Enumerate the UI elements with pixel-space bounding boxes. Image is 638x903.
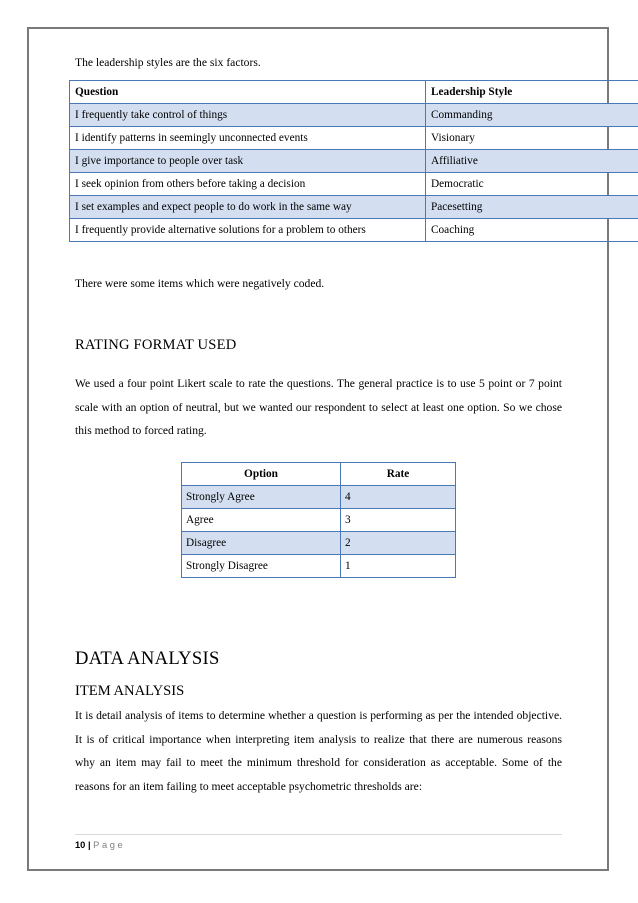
table-row bbox=[70, 173, 638, 196]
style-cell: Affiliative bbox=[426, 150, 638, 173]
option-cell: Disagree bbox=[182, 532, 341, 555]
header-option: Option bbox=[182, 463, 341, 486]
style-cell: Pacesetting bbox=[426, 196, 638, 219]
data-analysis-heading: DATA ANALYSIS bbox=[75, 648, 220, 669]
item-analysis-paragraph: It is detail analysis of items to determine whether a question is performing as per the intended objective. It is of critical importance when interpreting item analysis to realize that there are numerous reasons why an item may fail to meet the minimum threshold for consideration as acceptable. Some of the reasons for an item failing to meet acceptable psychometric thresholds are: bbox=[75, 709, 562, 793]
table-header-row bbox=[70, 81, 638, 104]
rate-cell: 2 bbox=[341, 532, 456, 555]
table-row bbox=[70, 127, 638, 150]
table-row bbox=[70, 196, 638, 219]
option-cell: Agree bbox=[182, 509, 341, 532]
rating-scale-table bbox=[181, 462, 456, 578]
table-row bbox=[182, 555, 456, 578]
footer-separator: | bbox=[87, 840, 91, 850]
style-cell: Commanding bbox=[426, 104, 638, 127]
question-cell: I frequently provide alternative solutions for a problem to others bbox=[70, 219, 426, 242]
style-cell: Coaching bbox=[426, 219, 638, 242]
table-row bbox=[70, 219, 638, 242]
header-question: Question bbox=[70, 81, 426, 104]
item-analysis-heading: ITEM ANALYSIS bbox=[75, 683, 185, 699]
intro-text: The leadership styles are the six factors. bbox=[75, 56, 261, 69]
table-row bbox=[70, 104, 638, 127]
table-row bbox=[182, 486, 456, 509]
rate-cell: 1 bbox=[341, 555, 456, 578]
style-cell: Visionary bbox=[426, 127, 638, 150]
likert-paragraph: We used a four point Likert scale to rate the questions. The general practice is to use 5 point or 7 point scale with an option of neutral, but we wanted our respondent to select at least one option. So we chose this method to forced rating. bbox=[75, 377, 562, 438]
page-footer bbox=[75, 840, 125, 850]
footer-divider bbox=[75, 834, 562, 835]
page-label: Page bbox=[93, 840, 126, 850]
page-number: 10 bbox=[75, 840, 86, 850]
question-cell: I set examples and expect people to do work in the same way bbox=[70, 196, 426, 219]
header-leadership-style: Leadership Style bbox=[426, 81, 638, 104]
question-cell: I identify patterns in seemingly unconnected events bbox=[70, 127, 426, 150]
rate-cell: 3 bbox=[341, 509, 456, 532]
leadership-style-table bbox=[69, 80, 638, 242]
question-cell: I frequently take control of things bbox=[70, 104, 426, 127]
option-cell: Strongly Disagree bbox=[182, 555, 341, 578]
table-row bbox=[182, 509, 456, 532]
table-row bbox=[182, 532, 456, 555]
table-row bbox=[70, 150, 638, 173]
header-rate: Rate bbox=[341, 463, 456, 486]
rate-cell: 4 bbox=[341, 486, 456, 509]
negative-coding-note: There were some items which were negatively coded. bbox=[75, 277, 325, 290]
option-cell: Strongly Agree bbox=[182, 486, 341, 509]
style-cell: Democratic bbox=[426, 173, 638, 196]
question-cell: I seek opinion from others before taking a decision bbox=[70, 173, 426, 196]
question-cell: I give importance to people over task bbox=[70, 150, 426, 173]
rating-format-heading: RATING FORMAT USED bbox=[75, 337, 237, 353]
table-header-row bbox=[182, 463, 456, 486]
